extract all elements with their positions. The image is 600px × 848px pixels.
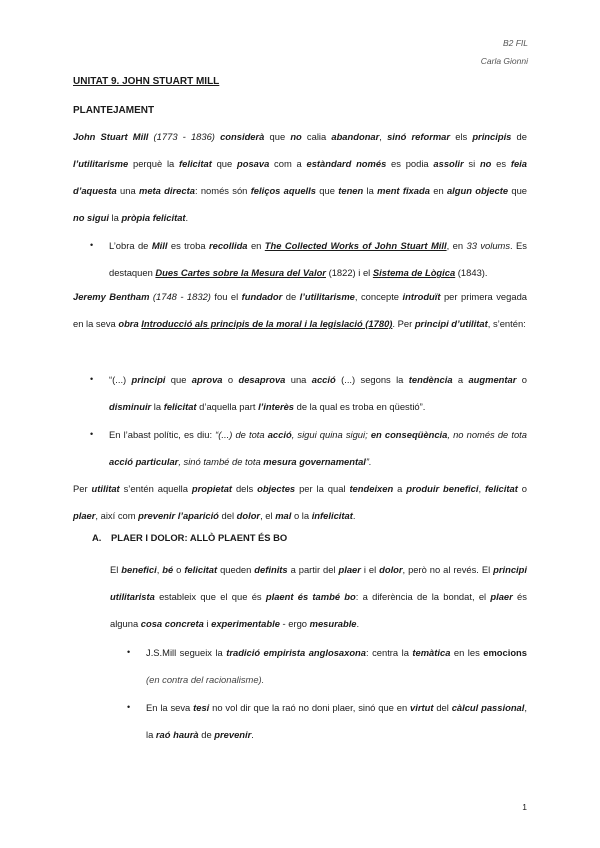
bullet-icon: • [90, 374, 94, 384]
page-number: 1 [522, 802, 527, 812]
header-course: B2 FIL [502, 38, 528, 48]
header-author: Carla Gionni [480, 56, 528, 66]
subsection-letter: A. [92, 532, 102, 543]
bullet-icon: • [127, 647, 131, 657]
paragraph-bentham: Jeremy Bentham (1748 - 1832) fou el fundador de l’utilitarisme, concepte introduït per primera vegada en la seva obra Introducció als principis de la moral i la legislació (1780). Per principi d’utilitat, s’entén: [73, 291, 527, 329]
paragraph-utility: Per utilitat s’entén aquella propietat dels objectes per la qual tendeixen a produir benefici, felicitat o plaer, així com prevenir l’aparició del dolor, el mal o la infelicitat. [73, 483, 527, 521]
bullet-thesis: • En la seva tesi no vol dir que la raó no doni plaer, sinó que en virtut del càlcul passional, la raó haurà de prevenir. [146, 694, 527, 748]
bullet-principle-quote: • “(...) principi que aprova o desaprova una acció (...) segons la tendència a augmentar o disminuir la felicitat d’aquella part l’interès de la qual es troba en qüestió”. [109, 366, 527, 420]
section-heading: PLANTEJAMENT [73, 105, 155, 116]
bullet-mill-works: • L’obra de Mill es troba recollida en The Collected Works of John Stuart Mill, en 33 volums. Es destaquen Dues Cartes sobre la Mesura del Valor (1822) i el Sistema de Lògica (1843). [109, 232, 527, 286]
bullet-political-scope: • En l’abast polític, es diu: “(...) de tota acció, sigui quina sigui; en conseqüència, no només de tota acció particular, sinó també de tota mesura governamental”. [109, 421, 527, 475]
bullet-icon: • [90, 429, 94, 439]
bullet-icon: • [127, 702, 131, 712]
unit-title: UNITAT 9. JOHN STUART MILL [73, 76, 220, 87]
bullet-icon: • [90, 240, 94, 250]
paragraph-mill-intro: John Stuart Mill (1773 - 1836) considerà que no calia abandonar, sinó reformar els principis de l’utilitarisme perquè la felicitat que posava com a estàndard només es podia assolir si no es feia d’aquesta una meta directa: només són feliços aquells que tenen la ment fixada en algun objecte que no sigui la pròpia felicitat. [73, 131, 528, 223]
subsection-heading [92, 532, 287, 543]
paragraph-pleasure-pain: El benefici, bé o felicitat queden definits a partir del plaer i el dolor, però no al revés. El principi utilitarista estableix que el que és plaent és també bo: a diferència de la bondat, el plaer és alguna cosa concreta i experimentable - ergo mesurable. [110, 564, 527, 629]
bullet-empiricist-tradition: • J.S.Mill segueix la tradició empirista anglosaxona: centra la temàtica en les emocions (en contra del racionalisme). [146, 639, 527, 693]
subsection-label: PLAER I DOLOR: ALLÒ PLAENT ÉS BO [111, 532, 288, 543]
